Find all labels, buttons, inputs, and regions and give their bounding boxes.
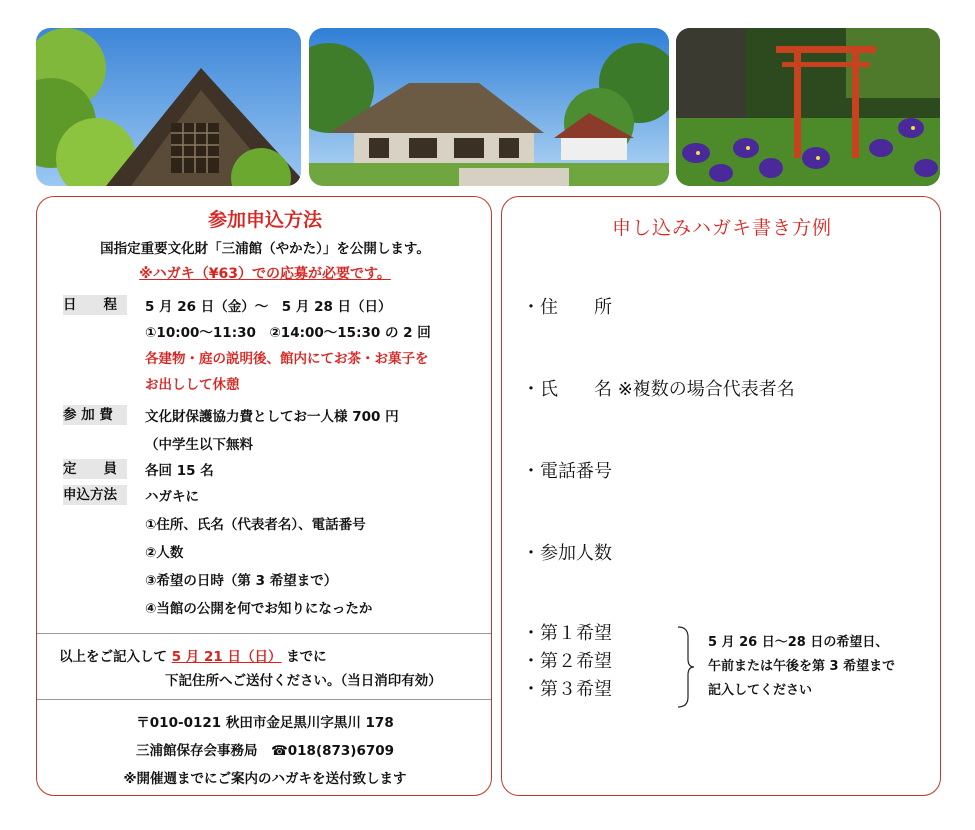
application-method-title: 参加申込方法 bbox=[207, 209, 322, 231]
choice-note-line1: 5 月 26 日～28 日の希望日、 bbox=[708, 635, 889, 650]
application-method-panel bbox=[36, 196, 492, 796]
divider-2 bbox=[37, 699, 491, 700]
office-phone-line: 三浦館保存会事務局 ☎018(873)6709 bbox=[135, 743, 395, 759]
photo-thatched-house bbox=[309, 28, 669, 186]
capacity-value: 各回 15 名 bbox=[145, 463, 214, 479]
schedule-note-line1: 各建物・庭の説明後、館内にてお茶・お菓子を bbox=[145, 351, 429, 367]
schedule-times: ①10:00～11:30 ②14:00～15:30 の 2 回 bbox=[145, 325, 431, 341]
schedule-label: 日 程 bbox=[63, 295, 127, 315]
divider-1 bbox=[37, 633, 491, 634]
field-address: ・住 所 bbox=[522, 297, 612, 318]
schedule-note-line2: お出しして休憩 bbox=[145, 377, 240, 393]
deadline-line1: 以上をご記入して 5 月 21 日（日） までに bbox=[59, 649, 327, 665]
deadline-date: 5 月 21 日（日） bbox=[171, 649, 282, 665]
postcard-example-panel bbox=[501, 196, 941, 796]
method-label: 申込方法 bbox=[63, 485, 127, 505]
method-line5: ④当館の公開を何でお知りになったか bbox=[145, 601, 373, 617]
fee-amount: 文化財保護協力費としてお一人様 700 円 bbox=[145, 409, 399, 425]
method-line3: ②人数 bbox=[145, 545, 184, 561]
field-name: ・氏 名 ※複数の場合代表者名 bbox=[522, 379, 795, 400]
postcard-example-title: 申し込みハガキ書き方例 bbox=[611, 217, 832, 239]
field-second-choice: ・第２希望 bbox=[522, 651, 612, 672]
field-third-choice: ・第３希望 bbox=[522, 679, 612, 700]
choice-note-line3: 記入してください bbox=[708, 683, 813, 698]
intro-text: 国指定重要文化財「三浦館（やかた）」を公開します。 bbox=[100, 241, 430, 257]
field-phone: ・電話番号 bbox=[522, 461, 612, 482]
postcard-required-notice: ※ハガキ（¥63）での応募が必要です。 bbox=[139, 266, 391, 282]
fee-free-note: （中学生以下無料 bbox=[145, 437, 253, 453]
choice-note-line2: 午前または午後を第 3 希望まで bbox=[708, 659, 896, 674]
schedule-dates: 5 月 26 日（金）～ 5 月 28 日（日） bbox=[145, 299, 392, 315]
method-line1: ハガキに bbox=[145, 489, 199, 505]
photo-torii-iris-garden bbox=[676, 28, 940, 186]
method-line2: ①住所、氏名（代表者名）、電話番号 bbox=[145, 517, 366, 533]
fee-label: 参 加 費 bbox=[63, 405, 127, 425]
field-first-choice: ・第１希望 bbox=[522, 623, 612, 644]
capacity-label: 定 員 bbox=[63, 459, 127, 479]
right-brace-icon bbox=[676, 625, 696, 709]
notice-postcard-line: ※開催週までにご案内のハガキを送付致します bbox=[123, 771, 407, 787]
field-participant-count: ・参加人数 bbox=[522, 543, 612, 564]
address-line: 〒010-0121 秋田市金足黒川字黒川 178 bbox=[136, 715, 394, 731]
method-line4: ③希望の日時（第 3 希望まで） bbox=[145, 573, 338, 589]
deadline-line2: 下記住所へご送付ください。（当日消印有効） bbox=[165, 673, 442, 689]
photo-thatched-roof-gable bbox=[36, 28, 301, 186]
